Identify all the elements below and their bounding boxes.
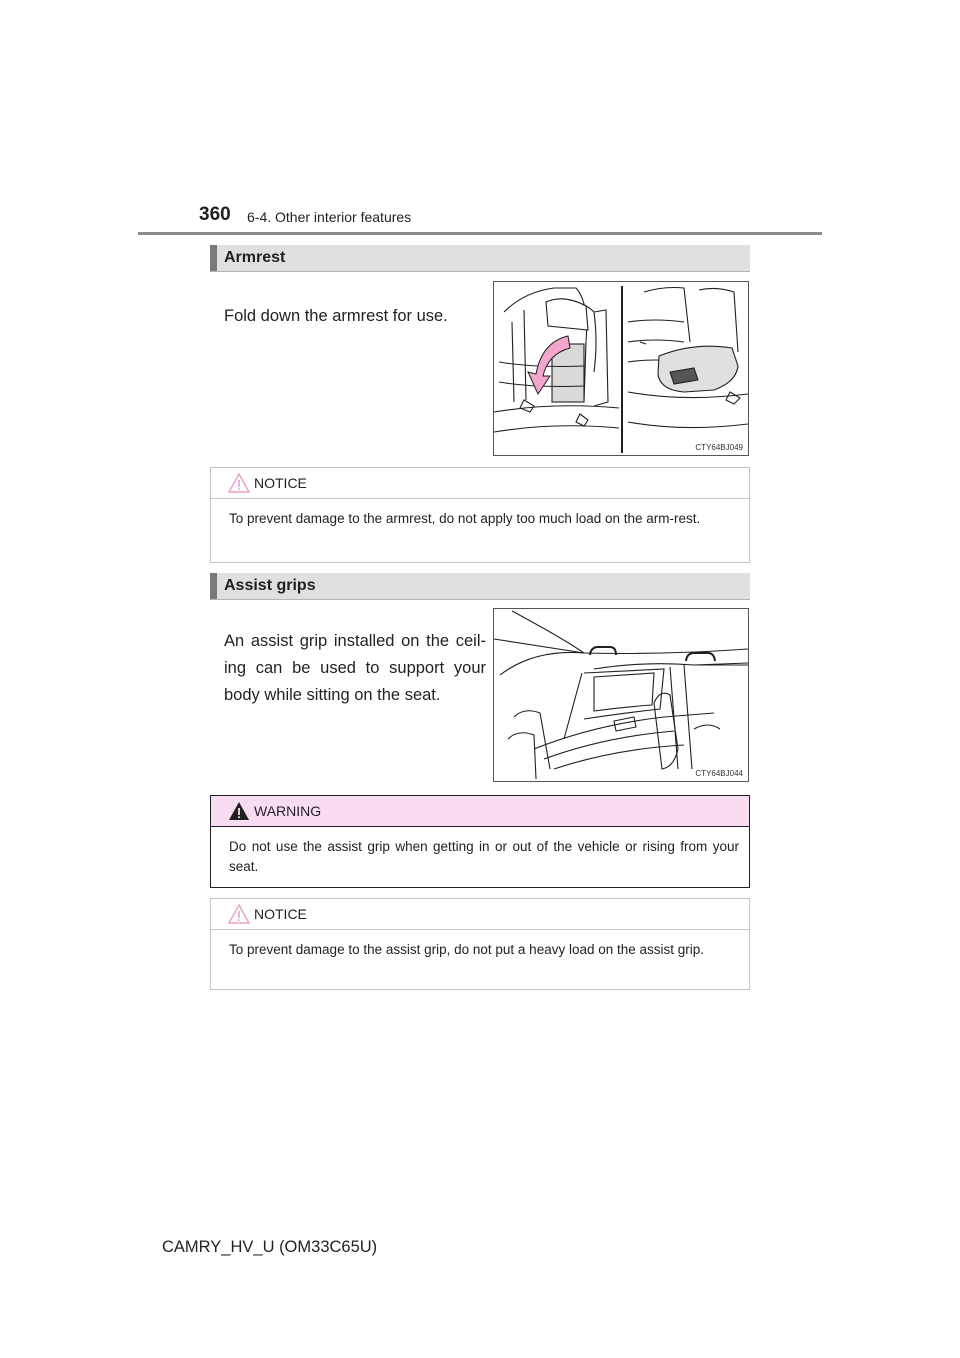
armrest-drawing bbox=[494, 282, 748, 455]
notice-title: NOTICE bbox=[254, 906, 307, 922]
caution-triangle-icon bbox=[228, 473, 250, 493]
section-heading-armrest bbox=[210, 245, 750, 272]
warning-box-assist-grip bbox=[210, 795, 750, 888]
chapter-title: 6-4. Other interior features bbox=[247, 209, 412, 225]
armrest-description: Fold down the armrest for use. bbox=[224, 307, 448, 325]
section-accent bbox=[210, 245, 217, 271]
armrest-illustration bbox=[493, 281, 749, 456]
section-title: Assist grips bbox=[224, 577, 316, 594]
notice-header bbox=[211, 899, 749, 930]
notice-header bbox=[211, 468, 749, 499]
warning-triangle-icon bbox=[228, 801, 250, 821]
header-rule bbox=[138, 232, 822, 235]
notice-box-armrest bbox=[210, 467, 750, 563]
page-number: 360 bbox=[199, 204, 231, 225]
section-accent bbox=[210, 573, 217, 599]
assist-grip-drawing bbox=[494, 609, 748, 781]
footer-model-code: CAMRY_HV_U (OM33C65U) bbox=[162, 1238, 378, 1256]
section-title: Armrest bbox=[224, 249, 286, 266]
notice-text: To prevent damage to the assist grip, do not put a heavy load on the assist grip. bbox=[229, 942, 705, 957]
figure-code: CTY64BJ049 bbox=[695, 443, 743, 452]
notice-text: To prevent damage to the armrest, do not apply too much load on the arm-rest. bbox=[229, 511, 701, 526]
caution-triangle-icon bbox=[228, 904, 250, 924]
assist-grips-description: An assist grip installed on the ceil-ing can be used to support your body while sitting on the seat. bbox=[224, 632, 486, 704]
notice-title: NOTICE bbox=[254, 475, 307, 491]
warning-header bbox=[211, 796, 749, 827]
notice-box-assist-grip bbox=[210, 898, 750, 990]
figure-code: CTY64BJ044 bbox=[695, 769, 743, 778]
warning-title: WARNING bbox=[254, 803, 322, 819]
assist-grip-illustration bbox=[493, 608, 749, 782]
section-heading-assist-grips bbox=[210, 573, 750, 600]
warning-text: Do not use the assist grip when getting in or out of the vehicle or rising from your seat. bbox=[229, 839, 739, 874]
